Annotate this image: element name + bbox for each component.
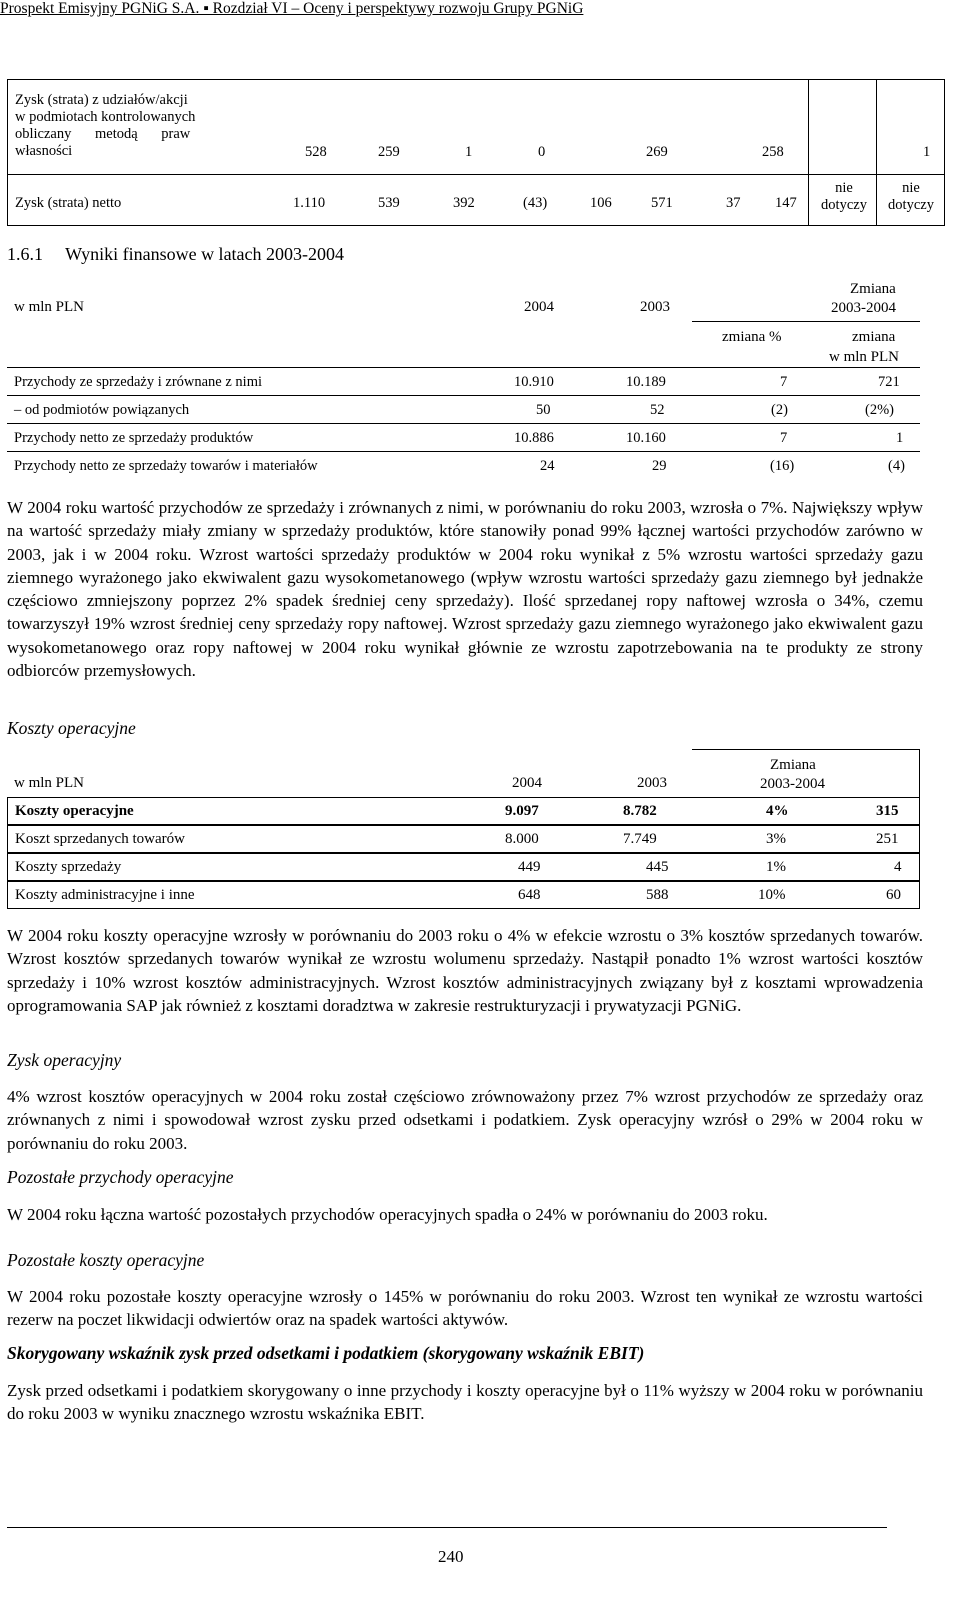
table-cell: (43) [523, 195, 548, 211]
table-cell: 52 [650, 402, 665, 418]
table-cell: 4% [766, 803, 789, 819]
table-cell: 588 [646, 887, 669, 903]
label-line: obliczany metodą praw [15, 126, 191, 142]
table-cell: 571 [651, 195, 673, 211]
table-cell: 251 [876, 831, 899, 847]
table-cell-na: nie dotyczy [821, 180, 867, 213]
paragraph-ebit: Zysk przed odsetkami i podatkiem skorygowany o inne przychody i koszty operacyjne był o 11% wyższy w 2004 roku w porównaniu do roku 2003 w wyniku znacznego wzrostu wskaźnika EBIT. [7, 1381, 923, 1424]
table-cell: 1 [896, 430, 904, 446]
table-cell: – od podmiotów powiązanych [14, 402, 190, 418]
table-header-row [7, 749, 920, 796]
table-cell: Koszty administracyjne i inne [15, 887, 195, 903]
table-row [7, 825, 920, 853]
table-cell: 8.782 [623, 803, 657, 819]
header-cell: 2004 [524, 299, 554, 315]
table-cell: 10.886 [514, 430, 554, 446]
table-cell: 539 [378, 195, 400, 211]
table-cell: 445 [646, 859, 669, 875]
paragraph-other-income: W 2004 roku łączna wartość pozostałych przychodów operacyjnych spadła o 24% w porównaniu do 2003 roku. [7, 1205, 768, 1224]
table-cell: 0 [538, 144, 546, 160]
table-row [7, 452, 920, 479]
subheading-other-costs: Pozostałe koszty operacyjne [7, 1250, 205, 1270]
table-cell: 8.000 [505, 831, 539, 847]
table-cell-na: nie dotyczy [888, 180, 934, 213]
table-cell: 24 [540, 458, 555, 474]
col-divider [876, 80, 877, 225]
page-number: 240 [438, 1547, 464, 1566]
header-text: Prospekt Emisyjny PGNiG S.A. ▪ Rozdział VI – Oceny i perspektywy rozwoju Grupy PGNiG [0, 0, 584, 17]
table-cell: 648 [518, 887, 541, 903]
row-divider [8, 174, 944, 175]
table-cell: 10.910 [514, 374, 554, 390]
table-row [7, 853, 920, 881]
table-row [7, 368, 920, 396]
table-top-fragment [7, 79, 945, 226]
header-rule [692, 749, 920, 750]
table-cell: 60 [886, 887, 901, 903]
label-line: własności [15, 143, 73, 159]
table-cell: 269 [646, 144, 668, 160]
subheading-other-income: Pozostałe przychody operacyjne [7, 1167, 234, 1187]
table-cell: 3% [766, 831, 786, 847]
table-cell: 9.097 [505, 803, 539, 819]
footer-rule [7, 1527, 887, 1528]
table-cell: 147 [775, 195, 797, 211]
table-cell: 4 [894, 859, 902, 875]
paragraph-revenue: W 2004 roku wartość przychodów ze sprzedaży i zrównanych z nimi, w porównaniu do roku 2003, wzrosła o 7%. Największy wpływ na wartość sprzedaży miały zmiany w sprzedaży produktów, które stanowiły ponad 99% łącznej wartości przychodów zarówno w 2003, jak i w 2004 roku. Wzrost wartości sprzedaży produktów w 2004 roku wynikał z 5% wzrostu wartości sprzedaży gazu ziemnego wyrażonego jako ekwiwalent gazu wysokometanowego (wpływ wzrostu wartości sprzedaży gazu ziemnego był jednakże częściowo zmniejszony poprzez 2% spadek średniej ceny sprzedaży). Ilość sprzedanej ropy naftowej wzrosła o 34%, czemu towarzyszył 19% wzrost średniej ceny sprzedaży ropy naftowej. Wzrost sprzedaży gazu ziemnego wyrażonego jako ekwiwalent gazu wysokometanowego oraz ropy naftowej w 2004 roku wynikał głównie ze wzrostu zapotrzebowania na te produkty ze strony odbiorców przemysłowych. [7, 498, 923, 681]
table-cell: 50 [536, 402, 551, 418]
table-row [7, 881, 920, 909]
table-cell: (2) [771, 402, 788, 418]
table-cell: 528 [305, 144, 327, 160]
table-cell: 1% [766, 859, 786, 875]
paragraph-other-costs: W 2004 roku pozostałe koszty operacyjne wzrosły o 145% w porównaniu do roku 2003. Wzrost ten wynikał ze wzrostu wartości rezerw na poczet likwidacji odwiertów oraz na spadek wartości aktywów. [7, 1287, 923, 1330]
table-cell: Koszty sprzedaży [15, 859, 122, 875]
table-cell: 258 [762, 144, 784, 160]
table-cell: 449 [518, 859, 541, 875]
header-cell: 2004 [512, 775, 542, 791]
table-cell: (2%) [865, 402, 894, 418]
table-cell: 721 [878, 374, 900, 390]
table-row-label [15, 92, 225, 160]
table-cell: 315 [876, 803, 899, 819]
table-row [7, 424, 920, 452]
table-row [7, 396, 920, 424]
header-cell: 2003-2004 [760, 776, 825, 792]
page-header [0, 0, 583, 18]
table-cell: 7 [780, 430, 788, 446]
table-cell: (16) [770, 458, 795, 474]
header-cell: w mln PLN [14, 775, 85, 791]
table-cell: 259 [378, 144, 400, 160]
header-cell: 2003 [637, 775, 667, 791]
subheading-operating-costs: Koszty operacyjne [7, 718, 136, 738]
table-cell: Przychody netto ze sprzedaży produktów [14, 430, 254, 446]
table-cell: 7.749 [623, 831, 657, 847]
header-cell: w mln PLN [14, 299, 85, 315]
paragraph-operating-profit: 4% wzrost kosztów operacyjnych w 2004 roku został częściowo zrównoważony przez 7% wzrost przychodów ze sprzedaży oraz zrównanych z nimi i spowodował wzrost zysku przed odsetkami i podatkiem. Zysk operacyjny wzrósł o 29% w 2004 roku w porównaniu do roku 2003. [7, 1087, 923, 1153]
table-row [7, 797, 920, 825]
table-cell: 10.160 [626, 430, 666, 446]
paragraph-operating-costs: W 2004 roku koszty operacyjne wzrosły w porównaniu do 2003 roku o 4% w efekcie wzrostu o 3% kosztów sprzedanych towarów. Wzrost kosztów sprzedanych towarów wynikał ze wzrostu wolumenu sprzedaży. Nastąpił ponadto 1% wzrost wartości kosztów sprzedaży i 10% wzrost kosztów administracyjnych. Wzrost kosztów administracyjnych związany był z kosztami wprowadzenia oprogramowania SAP jak również z kosztami doradztwa w zakresie restrukturyzacji i prywatyzacji PGNiG. [7, 926, 923, 1015]
table-cell: Koszt sprzedanych towarów [15, 831, 185, 847]
subheading-operating-profit: Zysk operacyjny [7, 1050, 122, 1070]
label-line: Zysk (strata) z udziałów/akcji [15, 92, 188, 108]
table-cell: 29 [652, 458, 667, 474]
table-cell: 1 [923, 144, 931, 160]
header-cell: zmiana % [722, 329, 782, 345]
table-row-label: Zysk (strata) netto [15, 195, 122, 211]
table-subheader-row [7, 321, 920, 368]
table-cell: 10.189 [626, 374, 666, 390]
col-divider [808, 80, 809, 225]
header-cell: zmiana [852, 329, 896, 345]
table-cell: (4) [888, 458, 905, 474]
section-heading: 1.6.1 Wyniki finansowe w latach 2003-2004 [7, 244, 345, 264]
header-rule [919, 749, 920, 798]
header-cell: w mln PLN [829, 349, 900, 365]
table-cell: Koszty operacyjne [15, 803, 134, 819]
header-cell: 2003-2004 [831, 300, 896, 316]
table-cell: 392 [453, 195, 475, 211]
table-header-row [7, 281, 920, 321]
table-cell: 37 [726, 195, 741, 211]
table-cell: 106 [590, 195, 612, 211]
table-cell: 1.110 [293, 195, 326, 211]
header-cell: 2003 [640, 299, 670, 315]
table-cell: 7 [780, 374, 788, 390]
table-cell: 10% [758, 887, 786, 903]
label-line: w podmiotach kontrolowanych [15, 109, 196, 125]
header-cell: Zmiana [850, 281, 896, 297]
table-cell: 1 [465, 144, 473, 160]
header-cell: Zmiana [770, 757, 816, 773]
table-cell: Przychody netto ze sprzedaży towarów i materiałów [14, 458, 318, 474]
table-cell: Przychody ze sprzedaży i zrównane z nimi [14, 374, 263, 390]
subheading-ebit: Skorygowany wskaźnik zysk przed odsetkami i podatkiem (skorygowany wskaźnik EBIT) [7, 1343, 645, 1363]
